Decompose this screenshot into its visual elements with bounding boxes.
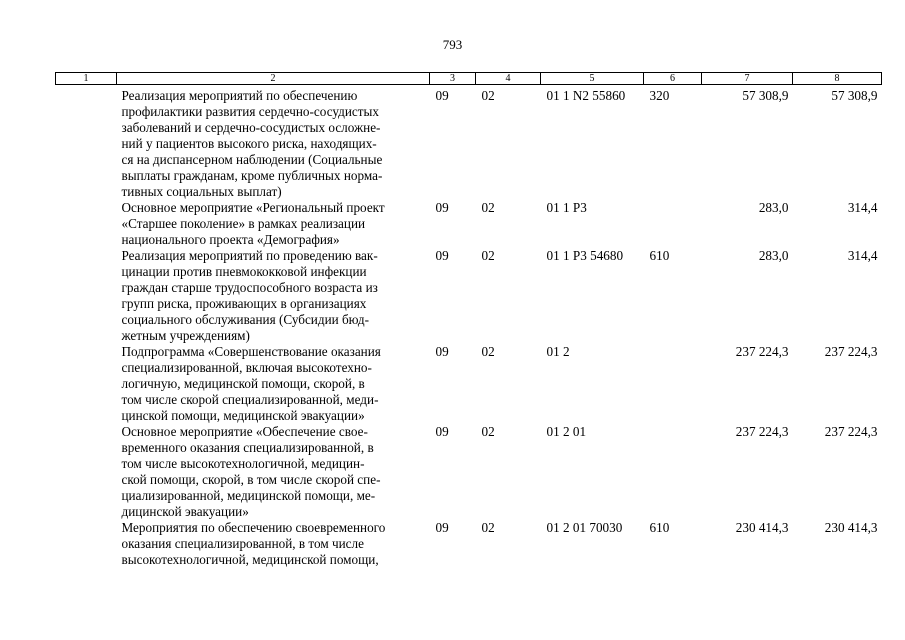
item-name-line: дицинской эвакуации»	[121, 504, 249, 519]
subsection-code-cell: 02	[481, 200, 495, 215]
amount-year2-cell: 237 224,3	[824, 424, 878, 439]
section-code-cell: 09	[435, 248, 449, 263]
page-number: 793	[442, 37, 463, 52]
item-name-line: выплаты гражданам, кроме публичных норма-	[121, 168, 383, 183]
amount-year1-cell: 237 224,3	[735, 424, 789, 439]
row-number-cell	[56, 200, 117, 248]
item-name-line: специализированной, включая высокотехно-	[121, 360, 372, 375]
table-row	[56, 520, 882, 568]
target-article-cell: 01 1 P3 54680	[546, 248, 624, 263]
column-header-7: 7	[702, 73, 793, 85]
table-row	[56, 344, 882, 424]
target-article-cell: 01 1 N2 55860	[546, 88, 626, 103]
target-article-cell: 01 1 P3	[546, 200, 587, 215]
item-name-cell	[117, 200, 430, 248]
row-number-cell	[56, 424, 117, 520]
expense-type-cell: 320	[649, 88, 670, 103]
amount-year1-cell: 230 414,3	[735, 520, 789, 535]
subsection-code-cell: 02	[481, 248, 495, 263]
subsection-code-cell: 02	[481, 344, 495, 359]
column-header-3: 3	[430, 73, 476, 85]
expense-type-cell	[644, 424, 702, 520]
column-number-header-row	[56, 73, 882, 85]
row-number-cell	[56, 520, 117, 568]
item-name-line: цинской помощи, медицинской эвакуации»	[121, 408, 365, 423]
expense-type-cell	[644, 344, 702, 424]
amount-year1-cell: 283,0	[758, 200, 789, 215]
item-name-line: Реализация мероприятий по обеспечению	[121, 88, 358, 103]
subsection-code-cell: 02	[481, 424, 495, 439]
item-name-line: «Старшее поколение» в рамках реализации	[121, 216, 366, 231]
amount-year2-cell: 230 414,3	[824, 520, 878, 535]
item-name-line: высокотехнологичной, медицинской помощи,	[121, 552, 379, 567]
column-header-2: 2	[117, 73, 430, 85]
item-name-line: заболеваний и сердечно-сосудистых осложне-	[121, 120, 381, 135]
amount-year1-cell: 283,0	[758, 248, 789, 263]
section-code-cell: 09	[435, 88, 449, 103]
item-name-line: граждан старше трудоспособного возраста из	[121, 280, 378, 295]
item-name-line: тивных социальных выплат)	[121, 184, 282, 199]
table-row	[56, 424, 882, 520]
section-code-cell: 09	[435, 520, 449, 535]
item-name-line: временного оказания специализированной, в	[121, 440, 374, 455]
subsection-code-cell: 02	[481, 88, 495, 103]
item-name-line: ся на диспансерном наблюдении (Социальные	[121, 152, 383, 167]
item-name-line: логичную, медицинской помощи, скорой, в	[121, 376, 365, 391]
expense-type-cell	[644, 200, 702, 248]
item-name-line: Основное мероприятие «Обеспечение свое-	[121, 424, 368, 439]
item-name-line: оказания специализированной, в том числе	[121, 536, 364, 551]
target-article-cell: 01 2 01 70030	[546, 520, 623, 535]
item-name-cell	[117, 344, 430, 424]
item-name-line: национального проекта «Демография»	[121, 232, 340, 247]
section-code-cell: 09	[435, 200, 449, 215]
item-name-line: профилактики развития сердечно-сосудистых	[121, 104, 379, 119]
item-name-line: ний у пациентов высокого риска, находящих-	[121, 136, 377, 151]
item-name-cell	[117, 424, 430, 520]
amount-year2-cell: 237 224,3	[824, 344, 878, 359]
table-row	[56, 200, 882, 248]
row-number-cell	[56, 344, 117, 424]
section-code-cell: 09	[435, 344, 449, 359]
item-name-line: цинации против пневмококковой инфекции	[121, 264, 367, 279]
amount-year2-cell: 314,4	[847, 248, 878, 263]
amount-year1-cell: 57 308,9	[742, 88, 789, 103]
item-name-cell	[117, 248, 430, 344]
expense-type-cell: 610	[649, 520, 670, 535]
budget-table	[55, 72, 882, 568]
table-row	[56, 248, 882, 344]
item-name-line: Подпрограмма «Совершенствование оказания	[121, 344, 381, 359]
table-row	[56, 85, 882, 201]
target-article-cell: 01 2	[546, 344, 570, 359]
amount-year1-cell: 237 224,3	[735, 344, 789, 359]
item-name-line: циализированной, медицинской помощи, ме-	[121, 488, 376, 503]
column-header-1: 1	[56, 73, 117, 85]
column-header-6: 6	[644, 73, 702, 85]
item-name-line: том числе скорой специализированной, меди-	[121, 392, 379, 407]
expense-type-cell: 610	[649, 248, 670, 263]
row-number-cell	[56, 85, 117, 201]
column-header-4: 4	[476, 73, 541, 85]
item-name-line: Основное мероприятие «Региональный проект	[121, 200, 385, 215]
section-code-cell: 09	[435, 424, 449, 439]
table-body	[56, 85, 882, 569]
subsection-code-cell: 02	[481, 520, 495, 535]
item-name-line: том числе высокотехнологичной, медицин-	[121, 456, 365, 471]
item-name-line: ской помощи, скорой, в том числе скорой спе-	[121, 472, 381, 487]
amount-year2-cell: 57 308,9	[831, 88, 878, 103]
item-name-line: жетным учреждениям)	[121, 328, 250, 343]
column-header-8: 8	[793, 73, 882, 85]
amount-year2-cell: 314,4	[847, 200, 878, 215]
item-name-line: социального обслуживания (Субсидии бюд-	[121, 312, 369, 327]
column-header-5: 5	[541, 73, 644, 85]
target-article-cell: 01 2 01	[546, 424, 587, 439]
row-number-cell	[56, 248, 117, 344]
item-name-line: Реализация мероприятий по проведению вак-	[121, 248, 378, 263]
item-name-cell	[117, 520, 430, 568]
item-name-line: Мероприятия по обеспечению своевременного	[121, 520, 386, 535]
item-name-cell	[117, 85, 430, 201]
item-name-line: групп риска, проживающих в организациях	[121, 296, 367, 311]
